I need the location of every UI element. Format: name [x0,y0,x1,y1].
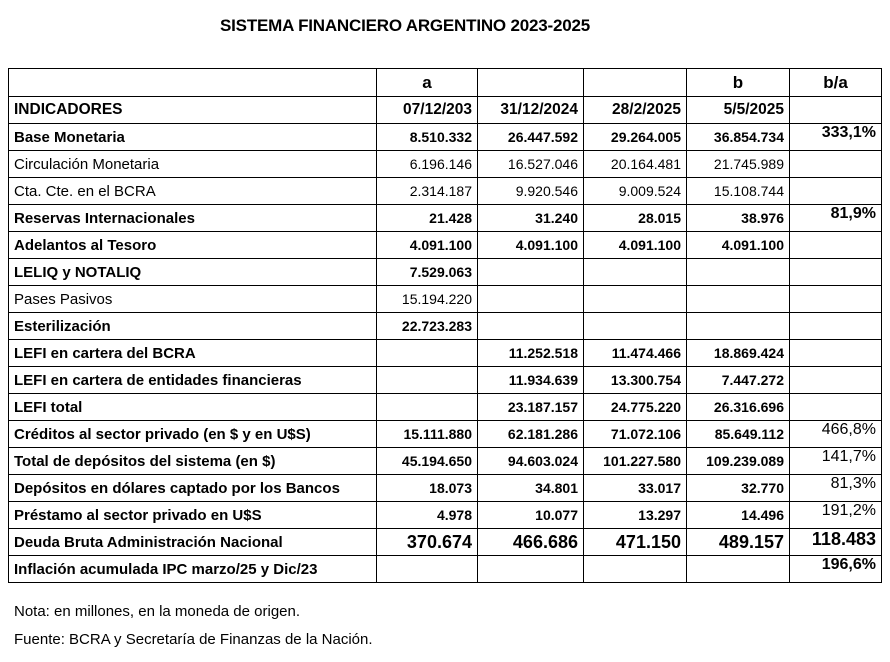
table-title: SISTEMA FINANCIERO ARGENTINO 2023-2025 [220,16,590,35]
value-cell: 4.091.100 [687,232,790,259]
value-cell: 29.264.005 [584,124,687,151]
ratio-cell [790,259,882,286]
value-cell: 7.529.063 [377,259,478,286]
value-cell: 11.934.639 [478,367,584,394]
value-cell [377,340,478,367]
ratio-cell [790,151,882,178]
value-cell [377,556,478,583]
row-label: Cta. Cte. en el BCRA [9,178,377,205]
value-cell: 11.474.466 [584,340,687,367]
value-cell: 109.239.089 [687,448,790,475]
table-row [9,313,882,340]
header-date-4: 5/5/2025 [687,97,790,124]
ratio-cell: 81,9% [790,205,882,232]
table-row [9,394,882,421]
header-date-1: 07/12/203 [377,97,478,124]
value-cell: 62.181.286 [478,421,584,448]
value-cell: 15.108.744 [687,178,790,205]
value-cell: 71.072.106 [584,421,687,448]
header-date-2: 31/12/2024 [478,97,584,124]
value-cell [478,286,584,313]
header-cell [9,69,377,97]
value-cell: 36.854.734 [687,124,790,151]
value-cell [377,394,478,421]
ratio-cell [790,313,882,340]
row-label: Inflación acumulada IPC marzo/25 y Dic/23 [9,556,377,583]
table-row [9,205,882,232]
value-cell: 9.920.546 [478,178,584,205]
value-cell: 14.496 [687,502,790,529]
header-cell-b: b [687,69,790,97]
indicators-table [8,68,882,583]
ratio-cell: 191,2% [790,502,882,529]
value-cell: 94.603.024 [478,448,584,475]
value-cell: 24.775.220 [584,394,687,421]
value-cell [584,556,687,583]
value-cell: 8.510.332 [377,124,478,151]
value-cell [478,313,584,340]
table-row [9,340,882,367]
row-label: Préstamo al sector privado en U$S [9,502,377,529]
row-label: LEFI en cartera del BCRA [9,340,377,367]
table-row [9,232,882,259]
table-row [9,448,882,475]
ratio-cell: 141,7% [790,448,882,475]
value-cell: 21.428 [377,205,478,232]
row-label: Pases Pasivos [9,286,377,313]
value-cell [584,286,687,313]
value-cell: 13.300.754 [584,367,687,394]
table-row [9,529,882,556]
value-cell: 34.801 [478,475,584,502]
table-row [9,502,882,529]
row-label: Base Monetaria [9,124,377,151]
value-cell [687,313,790,340]
value-cell: 22.723.283 [377,313,478,340]
note-text: Nota: en millones, en la moneda de origen. [14,603,301,620]
value-cell: 4.978 [377,502,478,529]
row-label: Depósitos en dólares captado por los Bancos [9,475,377,502]
value-cell: 13.297 [584,502,687,529]
table-row [9,178,882,205]
ratio-cell [790,232,882,259]
value-cell [377,367,478,394]
value-cell [478,259,584,286]
header-cell [478,69,584,97]
table-row [9,556,882,583]
ratio-cell [790,367,882,394]
row-label: Deuda Bruta Administración Nacional [9,529,377,556]
row-label: Adelantos al Tesoro [9,232,377,259]
value-cell: 6.196.146 [377,151,478,178]
header-date-5 [790,97,882,124]
value-cell: 32.770 [687,475,790,502]
row-label: LEFI en cartera de entidades financieras [9,367,377,394]
row-label: Reservas Internacionales [9,205,377,232]
value-cell [478,556,584,583]
value-cell: 370.674 [377,529,478,556]
table-row [9,259,882,286]
header-cell-a: a [377,69,478,97]
row-label: Esterilización [9,313,377,340]
ratio-cell [790,286,882,313]
table-row [9,421,882,448]
value-cell: 85.649.112 [687,421,790,448]
value-cell [584,313,687,340]
header-cell [584,69,687,97]
ratio-cell [790,178,882,205]
value-cell: 101.227.580 [584,448,687,475]
ratio-cell: 466,8% [790,421,882,448]
value-cell: 7.447.272 [687,367,790,394]
value-cell: 18.073 [377,475,478,502]
value-cell: 4.091.100 [478,232,584,259]
value-cell: 471.150 [584,529,687,556]
value-cell [687,286,790,313]
ratio-cell [790,394,882,421]
table-row [9,124,882,151]
row-label: Total de depósitos del sistema (en $) [9,448,377,475]
ratio-cell: 196,6% [790,556,882,583]
value-cell: 16.527.046 [478,151,584,178]
value-cell: 26.316.696 [687,394,790,421]
value-cell: 38.976 [687,205,790,232]
value-cell [687,556,790,583]
row-label: LEFI total [9,394,377,421]
footnotes [14,598,373,654]
table-row [9,475,882,502]
value-cell: 45.194.650 [377,448,478,475]
ratio-cell: 118.483 [790,529,882,556]
value-cell: 20.164.481 [584,151,687,178]
header-row-dates [9,97,882,124]
value-cell: 33.017 [584,475,687,502]
value-cell: 21.745.989 [687,151,790,178]
value-cell: 31.240 [478,205,584,232]
value-cell: 9.009.524 [584,178,687,205]
value-cell: 4.091.100 [377,232,478,259]
value-cell: 11.252.518 [478,340,584,367]
row-label: Circulación Monetaria [9,151,377,178]
value-cell: 466.686 [478,529,584,556]
value-cell: 4.091.100 [584,232,687,259]
table-row [9,286,882,313]
value-cell: 28.015 [584,205,687,232]
header-date-3: 28/2/2025 [584,97,687,124]
header-indicadores: INDICADORES [9,97,377,124]
value-cell: 15.111.880 [377,421,478,448]
table-row [9,151,882,178]
header-row-labels [9,69,882,97]
value-cell: 26.447.592 [478,124,584,151]
value-cell [687,259,790,286]
value-cell: 23.187.157 [478,394,584,421]
row-label: Créditos al sector privado (en $ y en U$S) [9,421,377,448]
value-cell: 18.869.424 [687,340,790,367]
value-cell: 10.077 [478,502,584,529]
value-cell: 15.194.220 [377,286,478,313]
value-cell: 2.314.187 [377,178,478,205]
value-cell: 489.157 [687,529,790,556]
header-cell-ratio: b/a [790,69,882,97]
source-text: Fuente: BCRA y Secretaría de Finanzas de la Nación. [14,631,373,648]
value-cell [584,259,687,286]
table-row [9,367,882,394]
ratio-cell [790,340,882,367]
ratio-cell: 333,1% [790,124,882,151]
ratio-cell: 81,3% [790,475,882,502]
row-label: LELIQ y NOTALIQ [9,259,377,286]
